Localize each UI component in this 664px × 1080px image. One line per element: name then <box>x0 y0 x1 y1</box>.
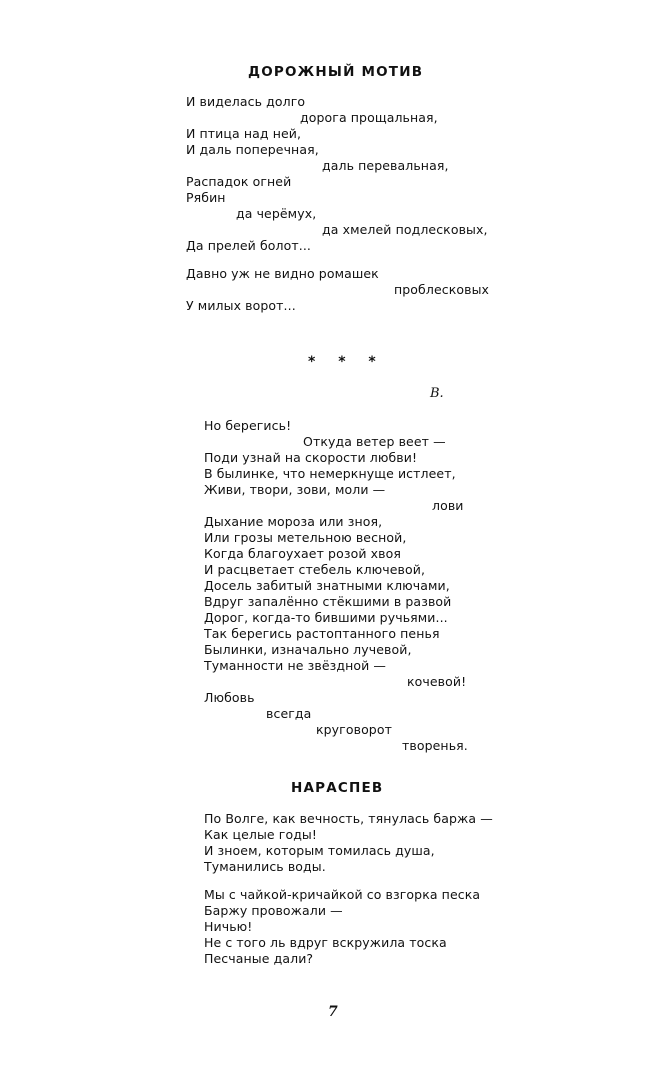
poem-line: Не с того ль вдруг вскружила тоска <box>204 935 447 950</box>
poem-line: Распадок огней <box>186 174 292 189</box>
poem-title: НАРАСПЕВ <box>291 780 384 796</box>
poem-line: И даль поперечная, <box>186 142 319 157</box>
poem-line: Дорог, когда-то бившими ручьями... <box>204 610 448 625</box>
poem-line: Рябин <box>186 190 226 205</box>
poem-line: проблесковых <box>394 282 490 297</box>
poem-title: ДОРОЖНЫЙ МОТИВ <box>248 64 424 80</box>
poem-line: И виделась долго <box>186 94 306 109</box>
poem-line: Баржу провожали — <box>204 903 343 918</box>
poem-line: дорога прощальная, <box>300 110 438 125</box>
poem-line: Любовь <box>204 690 255 705</box>
poem-line: Живи, твори, зови, моли — <box>204 482 386 497</box>
poem-line: Поди узнай на скорости любви! <box>204 450 418 465</box>
poem-line: В былинке, что немеркнуще истлеет, <box>204 466 456 481</box>
poem-line: Да прелей болот... <box>186 238 311 253</box>
poem-line: всегда <box>266 706 312 721</box>
poem-line: лови <box>432 498 464 513</box>
poem-line: Откуда ветер веет — <box>303 434 446 449</box>
poem-line: Когда благоухает розой хвоя <box>204 546 401 561</box>
poem-line: И расцветает стебель ключевой, <box>204 562 426 577</box>
poem-line: даль перевальная, <box>322 158 449 173</box>
poem-line: И зноем, которым томилась душа, <box>204 843 435 858</box>
poem-line: Вдруг запалённо стёкшими в развой <box>204 594 452 609</box>
poem-line: да черёмух, <box>236 206 317 221</box>
poem-line: кочевой! <box>407 674 467 689</box>
poem-line: Песчаные дали? <box>204 951 314 966</box>
poem-line: Дыхание мороза или зноя, <box>204 514 383 529</box>
poem-line: Как целые годы! <box>204 827 318 842</box>
poem-asterisk-title: * * * <box>308 354 385 370</box>
poem-line: У милых ворот... <box>186 298 296 313</box>
poem-line: По Волге, как вечность, тянулась баржа — <box>204 811 493 826</box>
poem-line: Ничью! <box>204 919 253 934</box>
poem-line: да хмелей подлесковых, <box>322 222 488 237</box>
poem-line: Былинки, изначально лучевой, <box>204 642 412 657</box>
poem-line: творенья. <box>402 738 468 753</box>
poem-line: Мы с чайкой-кричайкой со взгорка песка <box>204 887 481 902</box>
poem-line: И птица над ней, <box>186 126 302 141</box>
poem-line: Досель забитый знатными ключами, <box>204 578 450 593</box>
page-number: 7 <box>328 1004 338 1020</box>
epigraph: В. <box>430 386 444 401</box>
poem-line: Туманились воды. <box>204 859 326 874</box>
poem-line: Давно уж не видно ромашек <box>186 266 379 281</box>
poem-line: круговорот <box>316 722 392 737</box>
poem-line: Так берегись растоптанного пенья <box>204 626 440 641</box>
poem-line: Или грозы метельною весной, <box>204 530 407 545</box>
poem-line: Туманности не звёздной — <box>204 658 387 673</box>
poem-line: Но берегись! <box>204 418 292 433</box>
